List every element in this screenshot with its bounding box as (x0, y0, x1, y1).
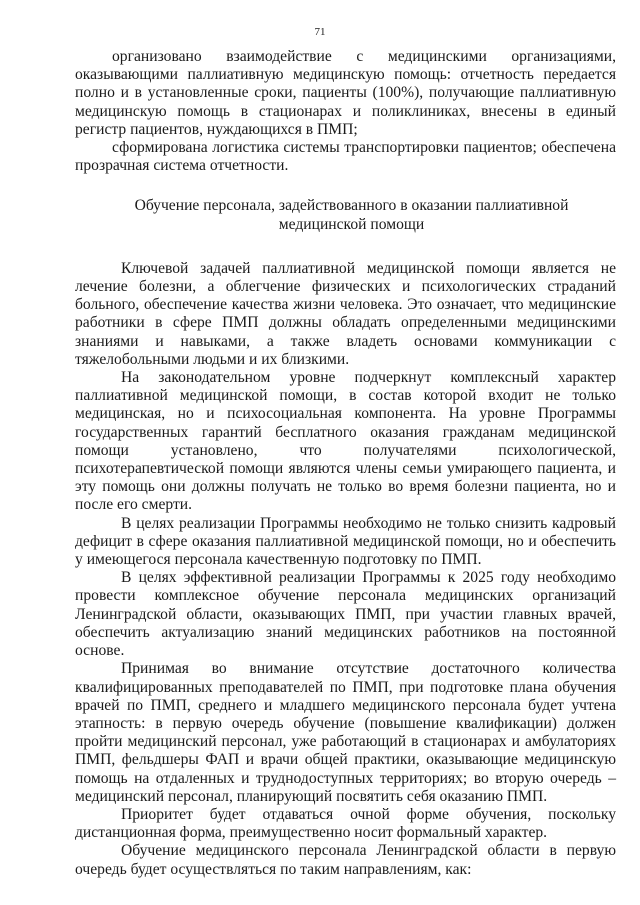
paragraph-legislation: На законодательном уровне подчеркнут комплексный характер паллиативной медицинской помощи, в состав которой входит не только медицинская, но и психосоциальная компонента. На уровне Программы государственных гарантий бесплатного оказания гражданам медицинской помощи установлено, что получателями психологической, психотерапевтической помощи являются члены семьи умирающего пациента, и эту помощь они должны получать не только во время болезни пациента, но и после его смерти. (75, 369, 616, 514)
paragraph-logistics: сформирована логистика системы транспортировки пациентов; обеспечена прозрачная система отчетности. (75, 139, 616, 175)
page-number: 71 (314, 26, 326, 38)
paragraph-interaction: организовано взаимодействие с медицинскими организациями, оказывающими паллиативную медицинскую помощь: отчетность передается полно и в установленные сроки, пациенты (100%), получающие паллиативную медицинскую помощь в стационарах и поликлиниках, внесены в единый регистр пациентов, нуждающихся в ПМП; (75, 48, 616, 138)
document-body (75, 48, 616, 879)
paragraph-staging: Принимая во внимание отсутствие достаточного количества квалифицированных преподавателей по ПМП, при подготовке плана обучения врачей по ПМП, среднего и младшего медицинского персонала будет учтена этапность: в первую очередь обучение (повышение квалификации) должен пройти медицинский персонал, уже работающий в стационарах и амбулаториях ПМП, фельдшеры ФАП и врачи общей практики, оказывающие медицинскую помощь на отдаленных и труднодоступных территориях; во вторую очередь – медицинский персонал, планирующий посвятить себя оказанию ПМП. (75, 660, 616, 805)
paragraph-directions: Обучение медицинского персонала Ленинградской области в первую очередь будет осуществляться по таким направлениям, как: (75, 842, 616, 878)
section-heading: Обучение персонала, задействованного в оказании паллиативной медицинской помощи (134, 197, 569, 233)
paragraph-training-2025: В целях эффективной реализации Программы к 2025 году необходимо провести комплексное обучение персонала медицинских организаций Ленинградской области, оказывающих ПМП, при участии главных врачей, обеспечить актуализацию знаний медицинских работников на постоянной основе. (75, 569, 616, 660)
paragraph-key-task: Ключевой задачей паллиативной медицинской помощи является не лечение болезни, а облегчение физических и психологических страданий больного, обеспечение качества жизни человека. Это означает, что медицинские работники в сфере ПМП должны обладать определенными медицинскими знаниями и навыками, а также владеть основами коммуникации с тяжелобольными людьми и их близкими. (75, 259, 616, 368)
paragraph-priority: Приоритет будет отдаваться очной форме обучения, поскольку дистанционная форма, преимущественно носит формальный характер. (75, 805, 616, 842)
paragraph-staff-deficit: В целях реализации Программы необходимо не только снизить кадровый дефицит в сфере оказания паллиативной медицинской помощи, но и обеспечить у имеющегося персонала качественную подготовку по ПМП. (75, 514, 616, 569)
